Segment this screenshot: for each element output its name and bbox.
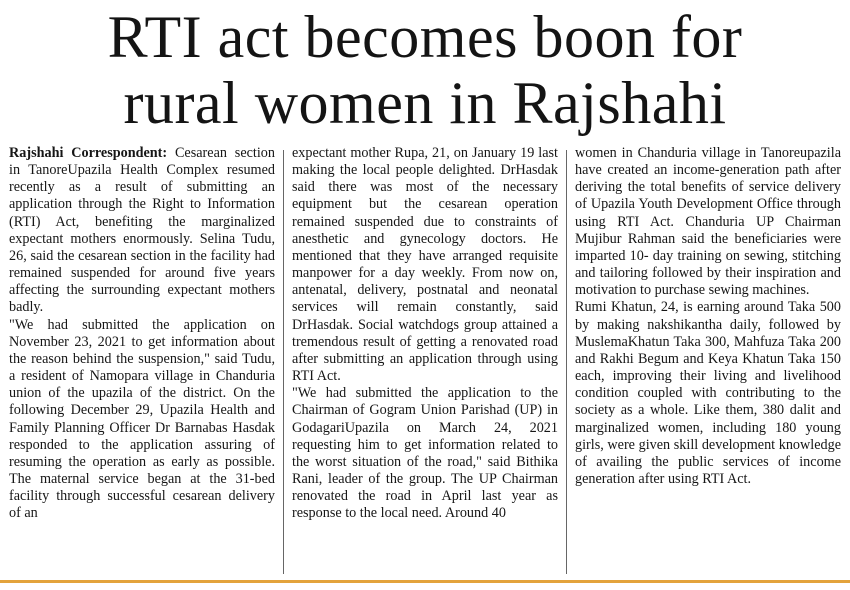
paragraph: women in Chanduria village in Tanoreupazila have created an income-generation path after deriving the total benefits of service delivery of Upazila Youth Development Office through using RTI Act. Chanduria UP Chairman Mujibur Rahman said the beneficiaries were imparted 10- day training on sewing, stitching and tailoring followed by their inspiration and motivation to purchase sewing machines. <box>575 145 841 299</box>
paragraph: expectant mother Rupa, 21, on January 19 last making the local people delighted. DrHasdak said there was most of the necessary equipment but the cesarean operation remained suspended due to constraints of anesthetic and gynecology doctors. He mentioned that they have arranged requisite manpower for a day weekly. From now on, antenatal, delivery, postnatal and neonatal services will remain constantly, said DrHasdak. Social watchdogs group attained a tremendous result of getting a renovated road after submitting an application through using RTI Act. <box>292 145 558 385</box>
article-column-3 <box>575 145 841 488</box>
paragraph: "We had submitted the application on November 23, 2021 to get information about the reason behind the suspension," said Tudu, a resident of Namopara village in Chanduria union of the upazila of the district. On the following December 29, Upazila Health and Family Planning Officer Dr Barnabas Hasdak responded to the application assuring of resuming the operation as early as possible. The maternal service began at the 31-bed facility through successful cesarean delivery of an <box>9 316 275 522</box>
headline <box>0 4 850 136</box>
article-column-2 <box>292 145 558 522</box>
article-body <box>9 145 841 575</box>
headline-line-2: rural women in Rajshahi <box>123 70 727 136</box>
byline: Rajshahi Correspondent: <box>9 145 168 161</box>
article-column-1 <box>9 145 275 522</box>
paragraph: "We had submitted the application to the Chairman of Gogram Union Parishad (UP) in GodagariUpazila on March 24, 2021 requesting him to get information related to the worst situation of the road," said Bithika Rani, leader of the group. The UP Chairman renovated the road in April last year as response to the local need. Around 40 <box>292 385 558 522</box>
paragraph <box>9 145 275 317</box>
headline-line-1: RTI act becomes boon for <box>107 4 743 70</box>
paragraph-text: Cesarean section in TanoreUpazila Health Complex resumed recently as a result of submitting an application through the Right to Information (RTI) Act, benefiting the marginalized expectant mothers enormously. Selina Tudu, 26, said the cesarean section in the facility had remained suspended for around five years affecting the surrounding expectant mothers badly. <box>9 145 275 316</box>
paragraph: Rumi Khatun, 24, is earning around Taka 500 by making nakshikantha daily, followed by MuslemaKhatun Taka 300, Mahfuza Taka 200 and Rakhi Begum and Keya Khatun Taka 150 each, improving their living and livelihood condition coupled with contributing to the society as a whole. Like them, 380 dalit and marginalized women, including 180 young girls, were given skill development knowledge of availing the public services of income generation after using RTI Act. <box>575 299 841 487</box>
bottom-accent-rule <box>0 580 850 583</box>
